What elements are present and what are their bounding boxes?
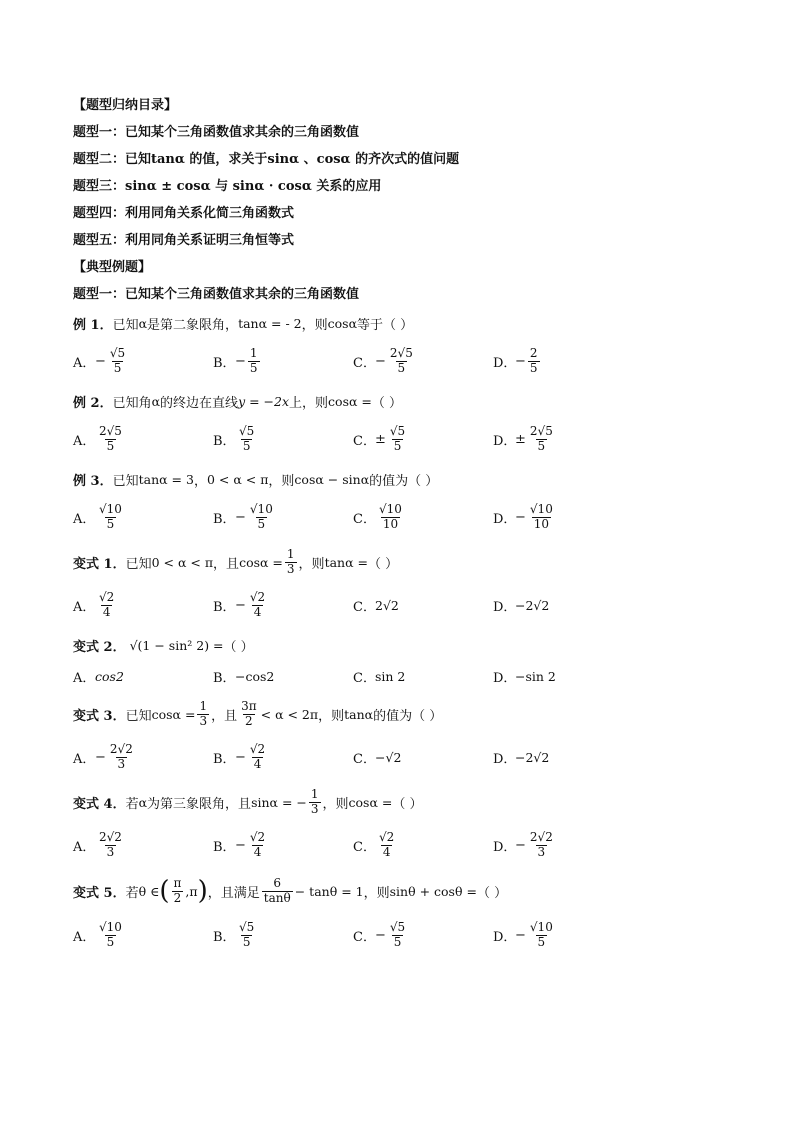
numerator: 2√2 <box>99 829 122 844</box>
fraction <box>388 425 407 454</box>
q-text: ，且满足 <box>207 885 260 901</box>
q-text: ，则 <box>322 796 349 812</box>
numerator: √10 <box>529 501 553 516</box>
option-value: sin 2 <box>375 668 406 684</box>
numerator: √10 <box>379 501 402 516</box>
fraction <box>237 425 256 454</box>
toc-item-3-text: 题型三：sinα ± cosα 与 sinα · cosα 关系的应用 <box>73 179 382 194</box>
q-text: （ ） <box>371 395 403 411</box>
denominator: tanθ <box>263 890 291 905</box>
toc-item-2 <box>73 144 733 171</box>
option-sign: − <box>235 837 246 853</box>
example-3-options <box>73 494 733 540</box>
numerator: 2√2 <box>109 741 133 756</box>
denominator: 5 <box>242 934 251 949</box>
q-text: 的值为（ ） <box>369 473 439 489</box>
q-text: 上，则 <box>289 395 329 411</box>
fraction <box>97 921 124 950</box>
q-math: θ ∈ <box>138 883 160 899</box>
option-label: C． <box>353 511 376 527</box>
q-math: < α < 2π <box>260 706 319 722</box>
variant-3-options <box>73 734 733 780</box>
option-label: A． <box>73 929 96 945</box>
fraction <box>377 831 396 860</box>
fraction <box>97 503 124 532</box>
option-label: A． <box>73 599 96 615</box>
q-text: （ ） <box>476 885 508 901</box>
option-label: C． <box>353 929 376 945</box>
option-value: 2√2 <box>375 597 399 613</box>
variant-1-label: 变式 1． <box>73 556 126 572</box>
option-d[interactable] <box>493 748 633 767</box>
variant-1-options <box>73 582 733 628</box>
option-sign: − <box>235 509 246 525</box>
option-a[interactable] <box>73 503 213 532</box>
q-math: √(1 − sin² 2) = <box>129 637 224 653</box>
numerator: √5 <box>109 345 126 360</box>
option-sign: − <box>235 597 246 613</box>
numerator: √2 <box>249 829 266 844</box>
option-sign: − <box>515 837 526 853</box>
q-text: 已知角 <box>112 395 152 411</box>
denominator: 5 <box>249 360 258 375</box>
option-value: −sin 2 <box>515 668 556 684</box>
numerator: 2√5 <box>389 345 413 360</box>
option-label: D． <box>493 839 517 855</box>
variant-5-label: 变式 5． <box>73 885 126 901</box>
q-math: 0 < α < π <box>206 471 269 487</box>
numerator: √2 <box>249 741 266 756</box>
q-text: 已知 <box>112 473 139 489</box>
option-b[interactable] <box>213 743 353 772</box>
variant-4-options <box>73 822 733 868</box>
numerator: π <box>173 875 182 890</box>
q-text: 为第三象限角，且 <box>147 796 252 812</box>
q-math: ,π <box>185 883 198 899</box>
option-a[interactable] <box>73 743 213 772</box>
option-a[interactable] <box>73 347 213 376</box>
denominator: 3 <box>537 844 546 859</box>
option-label: B． <box>213 355 236 371</box>
fraction <box>248 591 267 620</box>
left-paren: ( <box>159 876 170 906</box>
option-label: D． <box>493 929 517 945</box>
fraction <box>388 921 407 950</box>
denominator: 3 <box>106 844 115 859</box>
option-label: D． <box>493 670 517 686</box>
numerator: √5 <box>389 919 406 934</box>
option-label: A． <box>73 670 96 686</box>
numerator: √10 <box>99 919 122 934</box>
option-label: A． <box>73 839 96 855</box>
numerator: √5 <box>239 423 255 438</box>
denominator: 5 <box>537 934 546 949</box>
option-sign: − <box>375 927 386 943</box>
option-c[interactable] <box>353 748 493 767</box>
option-sign: − <box>515 353 526 369</box>
denominator: 5 <box>257 516 266 531</box>
q-text: ，且 <box>211 708 238 724</box>
option-label: B． <box>213 929 236 945</box>
option-c[interactable] <box>353 667 493 686</box>
fraction <box>97 425 124 454</box>
numerator: √2 <box>249 589 266 604</box>
q-text: ， <box>193 473 207 489</box>
toc-item-1-text: 题型一：已知某个三角函数值求其余的三角函数值 <box>73 125 360 140</box>
example-1-stem <box>73 308 733 338</box>
numerator: √5 <box>239 919 255 934</box>
numerator: √2 <box>99 589 115 604</box>
fraction <box>262 877 293 906</box>
option-label: A． <box>73 355 96 371</box>
q-text: ，则 <box>363 885 390 901</box>
option-label: A． <box>73 751 96 767</box>
option-label: D． <box>493 433 517 449</box>
example-3-stem <box>73 464 733 494</box>
option-label: C． <box>353 839 376 855</box>
variant-2-stem <box>73 630 733 660</box>
variant-2-options <box>73 660 733 692</box>
right-paren: ) <box>197 876 208 906</box>
option-value: −cos2 <box>235 668 275 684</box>
option-sign: − <box>515 509 526 525</box>
q-text: 等于（ ） <box>357 317 414 333</box>
option-c[interactable] <box>353 503 493 532</box>
numerator: 2√5 <box>529 423 553 438</box>
numerator: 1 <box>286 546 295 561</box>
option-label: B． <box>213 599 236 615</box>
toc-heading: 【题型归纳目录】 <box>73 98 178 113</box>
toc-item-4-text: 题型四：利用同角关系化简三角函数式 <box>73 206 295 221</box>
variant-1-stem <box>73 542 733 582</box>
variant-5-stem <box>73 870 733 912</box>
example-2-options <box>73 416 733 462</box>
fraction <box>239 700 259 729</box>
denominator: 5 <box>537 438 546 453</box>
option-d[interactable] <box>493 831 633 860</box>
option-a[interactable] <box>73 831 213 860</box>
toc-item-1 <box>73 117 733 144</box>
q-math: tanα = - 2 <box>238 315 302 331</box>
document-page <box>73 90 733 958</box>
toc-item-5-text: 题型五：利用同角关系证明三角恒等式 <box>73 233 295 248</box>
option-b[interactable] <box>213 591 353 620</box>
option-value: −2√2 <box>515 749 550 765</box>
option-label: C． <box>353 670 376 686</box>
option-c[interactable] <box>353 347 493 376</box>
option-d[interactable] <box>493 425 633 454</box>
q-text: 已知 <box>125 708 152 724</box>
q-math: tanα <box>344 706 374 722</box>
fraction <box>248 743 267 772</box>
denominator: 5 <box>242 438 251 453</box>
option-label: B． <box>213 670 236 686</box>
variant-4-label: 变式 4． <box>73 796 126 812</box>
option-c[interactable] <box>353 596 493 615</box>
q-text: 的值为（ ） <box>373 708 443 724</box>
option-sign: ± <box>515 431 526 447</box>
option-d[interactable] <box>493 667 633 686</box>
numerator: 1 <box>199 698 208 713</box>
fraction <box>108 743 135 772</box>
numerator: √10 <box>529 919 553 934</box>
q-math: cosα = <box>239 554 283 570</box>
q-text: （ ） <box>367 556 399 572</box>
option-value: cos2 <box>95 668 124 684</box>
topic-1-heading: 题型一：已知某个三角函数值求其余的三角函数值 <box>73 287 360 302</box>
denominator: 2 <box>173 890 182 905</box>
variant-3-stem <box>73 694 733 734</box>
denominator: 4 <box>253 756 262 771</box>
option-label: D． <box>493 751 517 767</box>
option-sign: ± <box>375 431 386 447</box>
variant-2-label: 变式 2． <box>73 639 126 655</box>
fraction <box>237 921 256 950</box>
example-1-label: 例 1． <box>73 317 113 333</box>
fraction <box>108 347 127 376</box>
option-c[interactable] <box>353 831 493 860</box>
examples-heading: 【典型例题】 <box>73 260 152 275</box>
option-a[interactable] <box>73 425 213 454</box>
denominator: 4 <box>382 844 391 859</box>
q-math: α <box>151 393 161 409</box>
denominator: 4 <box>253 844 262 859</box>
denominator: 5 <box>113 360 122 375</box>
q-math: tanα = 3 <box>138 471 194 487</box>
option-label: C． <box>353 433 376 449</box>
denominator: 3 <box>117 756 126 771</box>
q-text: （ ） <box>392 796 423 812</box>
q-text: ，则 <box>301 317 328 333</box>
denominator: 2 <box>245 713 253 728</box>
denominator: 10 <box>382 516 399 531</box>
option-value: −2√2 <box>515 597 550 613</box>
denominator: 3 <box>199 713 208 728</box>
toc-item-4 <box>73 198 733 225</box>
variant-5-options <box>73 912 733 958</box>
denominator: 5 <box>397 360 406 375</box>
option-b[interactable] <box>213 921 353 950</box>
q-text: ，且 <box>213 556 240 572</box>
fraction <box>528 921 555 950</box>
example-2-label: 例 2． <box>73 395 113 411</box>
option-a[interactable] <box>73 591 213 620</box>
q-math: cosα = <box>348 794 393 810</box>
numerator: 1 <box>310 786 319 801</box>
q-math: 0 < α < π <box>151 554 214 570</box>
option-c[interactable] <box>353 425 493 454</box>
option-sign: − <box>95 353 106 369</box>
example-2-stem <box>73 386 733 416</box>
fraction <box>377 503 404 532</box>
numerator: 6 <box>273 875 282 890</box>
option-a[interactable] <box>73 921 213 950</box>
q-math: sinθ + cosθ = <box>389 883 477 899</box>
denominator: 5 <box>393 934 402 949</box>
q-math: − tanθ = 1 <box>294 883 364 899</box>
fraction <box>528 347 540 376</box>
q-text: 的终边在直线 <box>160 395 239 411</box>
denominator: 5 <box>106 934 115 949</box>
fraction <box>388 347 415 376</box>
option-d[interactable] <box>493 596 633 615</box>
option-label: B． <box>213 839 236 855</box>
q-math: sinα = − <box>251 794 307 810</box>
numerator: √10 <box>99 501 122 516</box>
example-1-options <box>73 338 733 384</box>
denominator: 3 <box>286 561 295 576</box>
q-math: α <box>138 794 148 810</box>
numerator: √2 <box>379 829 395 844</box>
toc-item-3 <box>73 171 733 198</box>
option-value: −√2 <box>375 749 402 765</box>
option-label: A． <box>73 433 96 449</box>
toc-item-5 <box>73 225 733 252</box>
q-text: （ ） <box>223 639 254 655</box>
q-math: α <box>138 315 148 331</box>
fraction <box>97 591 116 620</box>
option-d[interactable] <box>493 347 633 376</box>
fraction <box>97 831 124 860</box>
option-sign: − <box>515 927 526 943</box>
fraction <box>528 503 555 532</box>
numerator: 2 <box>529 345 538 360</box>
q-text: 若 <box>125 796 139 812</box>
fraction <box>285 548 297 577</box>
q-math: cosα <box>327 315 358 331</box>
toc-item-2-text: 题型二：已知tanα 的值，求关于sinα 、cosα 的齐次式的值问题 <box>73 152 460 167</box>
q-math: y = −2x <box>238 393 290 409</box>
numerator: 3π <box>241 698 257 713</box>
denominator: 4 <box>253 604 262 619</box>
option-c[interactable] <box>353 921 493 950</box>
q-math: cosα − sinα <box>294 471 370 487</box>
fraction <box>309 788 321 817</box>
numerator: 2√2 <box>529 829 553 844</box>
fraction <box>197 700 209 729</box>
numerator: √5 <box>389 423 406 438</box>
option-label: D． <box>493 599 517 615</box>
option-b[interactable] <box>213 503 353 532</box>
denominator: 3 <box>310 801 319 816</box>
option-label: B． <box>213 433 236 449</box>
option-b[interactable] <box>213 667 353 686</box>
denominator: 4 <box>102 604 111 619</box>
q-text: 若 <box>125 885 139 901</box>
denominator: 10 <box>533 516 549 531</box>
option-sign: − <box>95 749 106 765</box>
option-label: A． <box>73 511 96 527</box>
q-math: cosα = <box>328 393 372 409</box>
fraction <box>248 347 260 376</box>
numerator: 1 <box>249 345 258 360</box>
q-text: 已知 <box>112 317 139 333</box>
option-label: B． <box>213 511 236 527</box>
q-math: cosα = <box>151 706 196 722</box>
q-text: ，则 <box>318 708 345 724</box>
option-d[interactable] <box>493 503 633 532</box>
q-text: 是第二象限角， <box>147 317 239 333</box>
q-text: ，则 <box>298 556 325 572</box>
fraction <box>528 425 555 454</box>
variant-3-label: 变式 3． <box>73 708 126 724</box>
option-label: B． <box>213 751 236 767</box>
fraction <box>248 831 267 860</box>
denominator: 5 <box>106 438 115 453</box>
denominator: 5 <box>529 360 538 375</box>
denominator: 5 <box>393 438 402 453</box>
option-label: C． <box>353 599 376 615</box>
option-label: D． <box>493 355 517 371</box>
q-text: 已知 <box>125 556 152 572</box>
option-b[interactable] <box>213 347 353 376</box>
numerator: 2√5 <box>99 423 122 438</box>
option-sign: − <box>235 353 246 369</box>
q-text: ，则 <box>268 473 295 489</box>
option-sign: − <box>375 353 386 369</box>
denominator: 5 <box>106 516 115 531</box>
option-b[interactable] <box>213 831 353 860</box>
fraction <box>172 877 184 906</box>
option-b[interactable] <box>213 425 353 454</box>
option-d[interactable] <box>493 921 633 950</box>
fraction <box>528 831 555 860</box>
option-a[interactable] <box>73 667 213 686</box>
option-sign: − <box>235 749 246 765</box>
option-label: D． <box>493 511 517 527</box>
example-3-label: 例 3． <box>73 473 113 489</box>
variant-4-stem <box>73 782 733 822</box>
option-label: C． <box>353 355 376 371</box>
fraction <box>248 503 275 532</box>
q-math: tanα = <box>324 554 368 570</box>
option-label: C． <box>353 751 376 767</box>
numerator: √10 <box>249 501 273 516</box>
